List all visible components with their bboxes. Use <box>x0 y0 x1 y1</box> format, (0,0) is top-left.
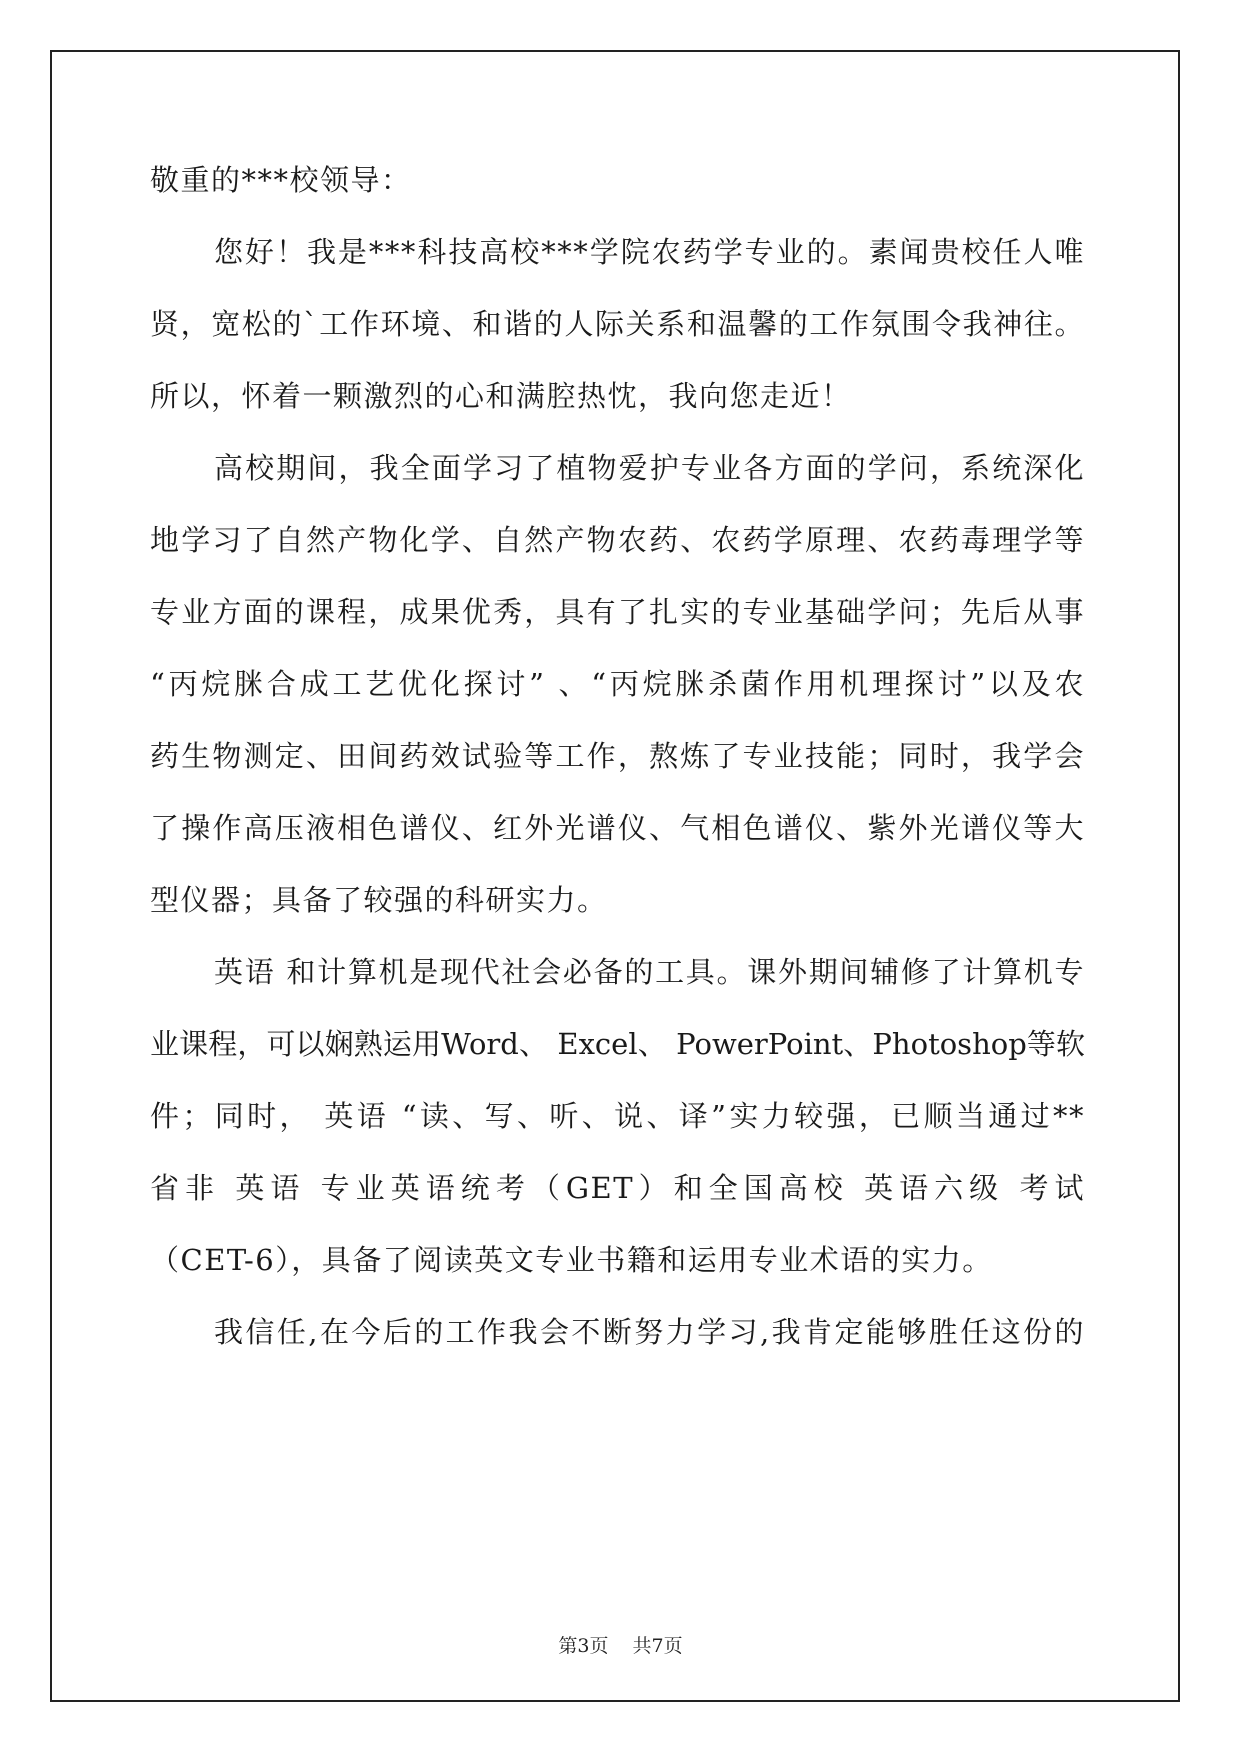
page-border <box>50 50 1180 1702</box>
page-number: 第3页 <box>558 1635 609 1657</box>
paragraph-line: 您好！我是***科技高校***学院农药学专业的。素闻贵校任人唯 <box>214 235 1085 269</box>
paragraph-line: 我信任,在今后的工作我会不断努力学习,我肯定能够胜任这份的 <box>214 1315 1085 1349</box>
page-footer <box>0 1634 1241 1658</box>
paragraph-line: 英语 和计算机是现代社会必备的工具。课外期间辅修了计算机专 <box>214 955 1085 989</box>
paragraph-line: 件；同时， 英语 “读、写、听、说、译”实力较强，已顺当通过** <box>150 1099 1085 1133</box>
salutation-line: 敬重的***校领导： <box>150 163 412 197</box>
paragraph-line: 药生物测定、田间药效试验等工作，熬炼了专业技能；同时，我学会 <box>150 739 1085 773</box>
paragraph-line: 省非 英语 专业英语统考（GET）和全国高校 英语六级 考试 <box>150 1171 1085 1205</box>
paragraph-line: “丙烷脒合成工艺优化探讨” 、“丙烷脒杀菌作用机理探讨”以及农 <box>150 667 1085 701</box>
paragraph-line: 地学习了自然产物化学、自然产物农药、农药学原理、农药毒理学等 <box>150 523 1085 557</box>
paragraph-line: 高校期间，我全面学习了植物爱护专业各方面的学问，系统深化 <box>214 451 1085 485</box>
page-total: 共7页 <box>632 1635 683 1657</box>
paragraph-line: （CET-6），具备了阅读英文专业书籍和运用专业术语的实力。 <box>150 1243 993 1277</box>
paragraph-line: 型仪器；具备了较强的科研实力。 <box>150 883 608 917</box>
paragraph-line: 业课程，可以娴熟运用Word、 Excel、 PowerPoint、Photoshop等软 <box>150 1027 1085 1061</box>
paragraph-line: 专业方面的课程，成果优秀，具有了扎实的专业基础学问；先后从事 <box>150 595 1085 629</box>
paragraph-line: 了操作高压液相色谱仪、红外光谱仪、气相色谱仪、紫外光谱仪等大 <box>150 811 1085 845</box>
paragraph-line: 所以，怀着一颗激烈的心和满腔热忱，我向您走近！ <box>150 379 852 413</box>
paragraph-line: 贤，宽松的`工作环境、和谐的人际关系和温馨的工作氛围令我神往。 <box>150 307 1085 341</box>
